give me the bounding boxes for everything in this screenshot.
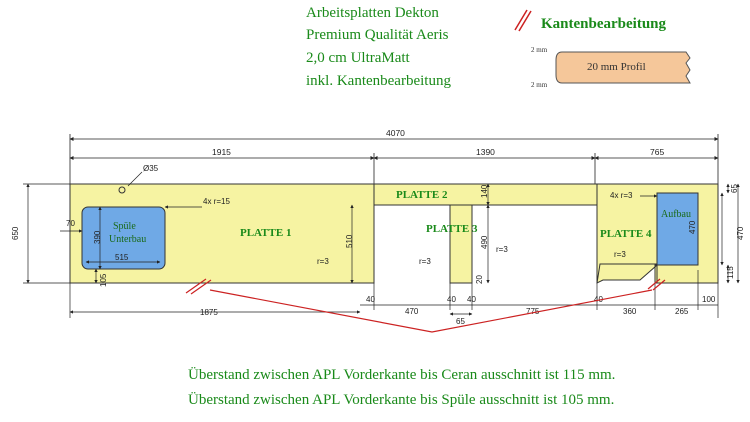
dim-105: 105	[99, 273, 108, 287]
dim-r3-a: r=3	[317, 257, 329, 266]
dim-bottom-40c: 40	[467, 295, 476, 304]
dim-765: 765	[650, 147, 665, 157]
edge-title: Kantenbearbeitung	[541, 16, 667, 32]
plate-3-leg	[450, 205, 472, 283]
dim-bottom-265: 265	[675, 307, 689, 316]
dim-total: 4070	[386, 128, 405, 138]
plate-3-gap-right	[473, 206, 597, 284]
top-dimensions	[70, 134, 718, 184]
dim-bottom-100: 100	[702, 295, 716, 304]
dim-bottom-65: 65	[456, 317, 465, 326]
plate-1-label: PLATTE 1	[240, 227, 292, 239]
dim-bottom-40b: 40	[447, 295, 456, 304]
dim-470-outer: 470	[736, 226, 745, 240]
dim-390: 390	[93, 230, 102, 244]
note-ceran: Überstand zwischen APL Vorderkante bis Ceran ausschnitt ist 115 mm.	[188, 367, 616, 383]
dim-bottom-470: 470	[405, 307, 419, 316]
dim-bottom-360: 360	[623, 307, 637, 316]
dim-r3-b: r=3	[496, 245, 508, 254]
sink-label-2: Unterbau	[109, 234, 147, 245]
profile-label: 20 mm Profil	[587, 61, 646, 73]
spec-line-3: 2,0 cm UltraMatt	[306, 50, 410, 66]
note-spuele: Überstand zwischen APL Vorderkante bis Spüle ausschnitt ist 105 mm.	[188, 392, 615, 408]
dim-bottom-40a: 40	[366, 295, 375, 304]
dim-r15: 4x r=15	[203, 197, 230, 206]
dim-bottom-40d: 40	[594, 295, 603, 304]
dim-70: 70	[66, 219, 75, 228]
plate-4-label: PLATTE 4	[600, 228, 652, 240]
red-joint-line	[210, 290, 652, 332]
plate-3-label: PLATTE 3	[426, 223, 478, 235]
dim-140: 140	[480, 184, 489, 198]
dim-515: 515	[115, 253, 129, 262]
break-mark-2a	[648, 279, 660, 289]
sink-label-1: Spüle	[113, 221, 136, 232]
spec-line-1: Arbeitsplatten Dekton	[306, 5, 439, 21]
profile-dim-bottom: 2 mm	[531, 81, 548, 89]
dim-650: 650	[11, 226, 20, 240]
plate-3-gap-left	[375, 206, 450, 284]
spec-line-4: inkl. Kantenbearbeitung	[306, 73, 451, 89]
cooktop-label: Aufbau	[661, 209, 691, 220]
dim-470-inner: 470	[688, 220, 697, 234]
edge-profile	[515, 10, 690, 89]
dim-510: 510	[345, 234, 354, 248]
dim-r3-4x: 4x r=3	[610, 191, 633, 200]
profile-dim-top: 2 mm	[531, 46, 548, 54]
dim-r3-c: r=3	[419, 257, 431, 266]
dim-1390: 1390	[476, 147, 495, 157]
dim-diameter: Ø35	[143, 164, 159, 173]
dim-bottom-775: 775	[526, 307, 540, 316]
dim-bottom-1875: 1875	[200, 308, 218, 317]
dim-1915: 1915	[212, 147, 231, 157]
dim-20: 20	[475, 275, 484, 284]
dim-490: 490	[480, 235, 489, 249]
plate-2-label: PLATTE 2	[396, 189, 448, 201]
dim-65-right: 65	[730, 184, 739, 193]
spec-line-2: Premium Qualität Aeris	[306, 27, 449, 43]
dim-r3-d: r=3	[614, 250, 626, 259]
dim-115: 115	[726, 266, 735, 279]
